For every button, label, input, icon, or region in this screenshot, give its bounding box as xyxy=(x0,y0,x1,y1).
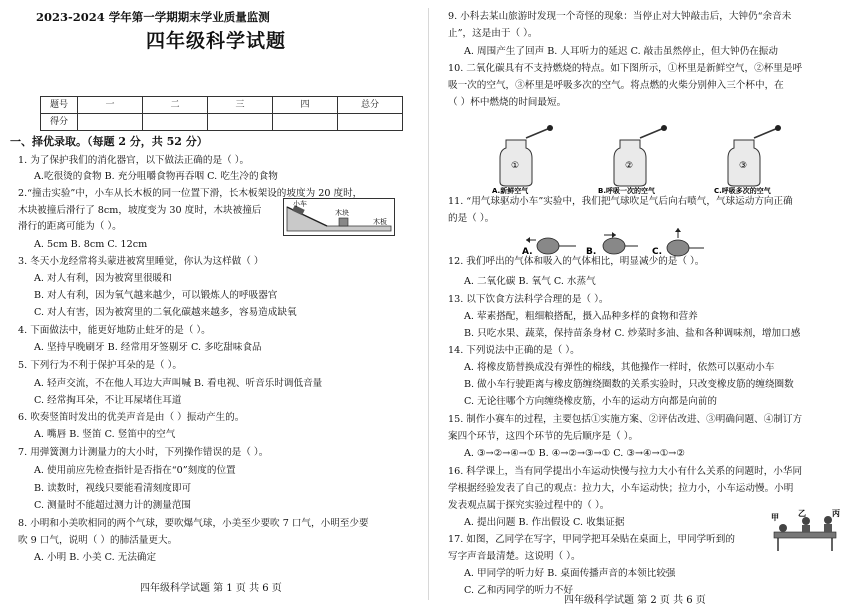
option-line: C. 无论往哪个方向缠绕橡皮筋，小车的运动方向都是向前的 xyxy=(464,396,717,407)
score-col-2: 二 xyxy=(143,97,208,114)
question-line: 4. 下面做法中，能更好地防止蛀牙的是（ ）。 xyxy=(18,325,211,336)
score-col-1: 一 xyxy=(78,97,143,114)
question-line: 11. “用气球驱动小车”实验中，我们把气球吹足气后向右喷气，气球运动方向正确 xyxy=(448,196,793,207)
right-column xyxy=(432,0,850,608)
option-line: B. 读数时，视线只要能看清刻度即可 xyxy=(34,483,192,494)
cup-2 xyxy=(598,125,667,194)
option-line: A. 甲同学的听力好 B. 桌面传播声音的本领比较强 xyxy=(464,568,676,579)
question-line: 10. 二氧化碳具有不支持燃烧的特点。如下图所示，①杯里是新鲜空气，②杯里是呼 xyxy=(448,63,803,74)
option-line: A. 二氧化碳 B. 氧气 C. 水蒸气 xyxy=(464,276,596,287)
score-table-header-row xyxy=(41,97,403,114)
cup-3 xyxy=(714,125,781,194)
question-line: （ ）杯中燃烧的时间最短。 xyxy=(448,97,567,108)
option-line: B. 只吃水果、蔬菜，保持苗条身材 C. 炒菜时多油、盐和各种调味剂，增加口感 xyxy=(464,328,801,339)
question-line: 16. 科学课上，当有同学提出小车运动快慢与拉力大小有什么关系的问题时，小华同 xyxy=(448,466,803,477)
balloon-option-b xyxy=(586,232,638,257)
ramp-figure xyxy=(283,198,395,236)
option-line: B. 对人有利，因为氧气越来越少，可以锻炼人的呼吸器官 xyxy=(34,290,278,301)
question-line: 滑行的距离可能为（ ）。 xyxy=(18,221,122,232)
balloon-label-c: C. xyxy=(652,247,663,257)
option-line: A. ③→②→④→① B. ④→②→③→① C. ③→④→①→② xyxy=(464,448,685,459)
exam-title-top: 2023-2024 学年第一学期期末学业质量监测 xyxy=(36,10,270,24)
question-line: 案四个环节，这四个环节的先后顺序是（ ）。 xyxy=(448,431,639,442)
score-table xyxy=(40,96,403,131)
question-line: 8. 小明和小美吹相同的两个气球，要吹爆气球，小美至少要吹 7 口气，小明至少要 xyxy=(18,518,369,529)
question-line: 6. 吹奏竖笛时发出的优美声音是由（ ）振动产生的。 xyxy=(18,412,245,423)
question-line: 学根据经验发表了自己的观点：拉力大，小车运动快；拉力小，小车运动慢。小明 xyxy=(448,483,794,494)
desk-label-bing: 丙 xyxy=(832,509,840,518)
option-line: C. 对人有害，因为被窝里的二氧化碳越来越多，容易造成缺氧 xyxy=(34,307,297,318)
score-cell[interactable] xyxy=(208,114,273,131)
desk-label-yi: 乙 xyxy=(798,509,806,518)
balloon-option-c xyxy=(652,228,704,257)
column-divider xyxy=(428,8,429,600)
score-cell[interactable] xyxy=(273,114,338,131)
cups-figure xyxy=(492,118,792,194)
score-cell[interactable] xyxy=(338,114,403,131)
question-line: 写字声音最清楚。这说明（ ）。 xyxy=(448,551,581,562)
score-row-label: 得分 xyxy=(41,114,78,131)
question-line: 9. 小科去某山旅游时发现一个奇怪的现象：当停止对大钟敲击后，大钟仍“余音未 xyxy=(448,11,792,22)
option-line: A. 5cm B. 8cm C. 12cm xyxy=(34,239,148,250)
option-line: A. 荤素搭配，粗细粮搭配，摄入品种多样的食物和营养 xyxy=(464,311,698,322)
score-col-total: 总分 xyxy=(338,97,403,114)
desk-figure xyxy=(770,508,842,552)
score-cell[interactable] xyxy=(78,114,143,131)
cup-caption-2: B.呼吸一次的空气 xyxy=(598,187,655,194)
balloon-label-a: A. xyxy=(522,247,533,257)
cup-caption-3: C.呼吸多次的空气 xyxy=(714,187,771,194)
question-line: 7. 用弹簧测力计测量力的大小时，下列操作错误的是（ ）。 xyxy=(18,447,269,458)
score-col-3: 三 xyxy=(208,97,273,114)
question-line: 13. 以下饮食方法科学合理的是（ ）。 xyxy=(448,294,609,305)
cup-caption-1: A.新鲜空气 xyxy=(492,187,529,194)
question-line: 木块被撞后滑行了 8cm，坡度变为 30 度时，木块被撞后 xyxy=(18,205,262,216)
option-line: A. 提出问题 B. 作出假设 C. 收集证据 xyxy=(464,517,625,528)
option-line: B. 做小车行驶距离与橡皮筋缠绕圈数的关系实验时，只改变橡皮筋的缠绕圈数 xyxy=(464,379,794,390)
question-line: 2.“撞击实验”中，小车从长木板的同一位置下滑，长木板架设的坡度为 20 度时， xyxy=(18,188,363,199)
option-line: A.吃很烫的食物 B. 充分咀嚼食物再吞咽 C. 吃生冷的食物 xyxy=(34,171,278,182)
question-line: 14. 下列说法中正确的是（ ）。 xyxy=(448,345,580,356)
section-title: 一、择优录取。（每题 2 分，共 52 分） xyxy=(10,135,208,148)
cup-number-3: ③ xyxy=(739,161,748,171)
desk-label-jia: 甲 xyxy=(771,513,779,522)
question-line: 3. 冬天小龙经常将头蒙进被窝里睡觉，你认为这样做（ ） xyxy=(18,256,264,267)
option-line: A. 轻声交流，不在他人耳边大声叫喊 B. 看电视、听音乐时调低音量 xyxy=(34,378,323,389)
question-line: 5. 下列行为不利于保护耳朵的是（ ）。 xyxy=(18,360,182,371)
cup-number-2: ② xyxy=(625,161,634,171)
score-table-score-row xyxy=(41,114,403,131)
option-line: A. 小明 B. 小美 C. 无法确定 xyxy=(34,552,157,563)
score-row-label: 题号 xyxy=(41,97,78,114)
ramp-label-block: 木块 xyxy=(335,209,349,217)
score-cell[interactable] xyxy=(143,114,208,131)
option-line: A. 坚持早晚刷牙 B. 经常用牙签剔牙 C. 多吃甜味食品 xyxy=(34,342,262,353)
option-line: C. 经常掏耳朵，不让耳屎堵住耳道 xyxy=(34,395,182,406)
balloon-label-b: B. xyxy=(586,247,597,257)
question-line: 12. 我们呼出的气体和吸入的气体相比，明显减少的是（ ）。 xyxy=(448,256,705,267)
question-line: 止”，这是由于（ ）。 xyxy=(448,28,538,39)
question-line: 吸一次的空气，③杯里是呼吸多次的空气。将点燃的火柴分别伸入三个杯中，在 xyxy=(448,80,784,91)
question-line: 的是（ ）。 xyxy=(448,213,495,224)
page-footer-right: 四年级科学试题 第 2 页 共 6 页 xyxy=(564,595,706,606)
left-column xyxy=(0,0,418,608)
question-line: 吹 9 口气，说明（ ）的肺活量更大。 xyxy=(18,535,178,546)
exam-title-main: 四年级科学试题 xyxy=(146,30,287,52)
cup-number-1: ① xyxy=(511,161,520,171)
option-line: A. 对人有利，因为被窝里很暖和 xyxy=(34,273,172,284)
question-line: 发表观点属于探究实验过程中的（ ）。 xyxy=(448,500,610,511)
balloon-option-a xyxy=(522,237,576,257)
option-line: A. 将橡皮筋替换成没有弹性的棉线，其他操作一样时，依然可以驱动小车 xyxy=(464,362,775,373)
question-line: 1. 为了保护我们的消化器官，以下做法正确的是（ ）。 xyxy=(18,155,250,166)
option-line: C. 测量时不能超过测力计的测量范围 xyxy=(34,500,192,511)
page-footer-left: 四年级科学试题 第 1 页 共 6 页 xyxy=(140,583,282,594)
ramp-label-board: 木板 xyxy=(373,218,387,226)
option-line: A. 使用前应先检查指针是否指在“0”刻度的位置 xyxy=(34,465,236,476)
ramp-label-car: 小车 xyxy=(293,200,307,208)
score-col-4: 四 xyxy=(273,97,338,114)
cup-1 xyxy=(492,125,553,194)
question-line: 15. 制作小赛车的过程，主要包括①实施方案、②评估改进、③明确问题、④制订方 xyxy=(448,414,803,425)
option-line: A. 周围产生了回声 B. 人耳听力的延迟 C. 敲击虽然停止，但大钟仍在振动 xyxy=(464,46,778,57)
option-line: A. 嘴唇 B. 竖笛 C. 竖笛中的空气 xyxy=(34,429,176,440)
option-line: C. 乙和丙同学的听力不好 xyxy=(464,585,574,596)
question-line: 17. 如图，乙同学在写字，甲同学把耳朵贴在桌面上，甲同学听到的 xyxy=(448,534,735,545)
